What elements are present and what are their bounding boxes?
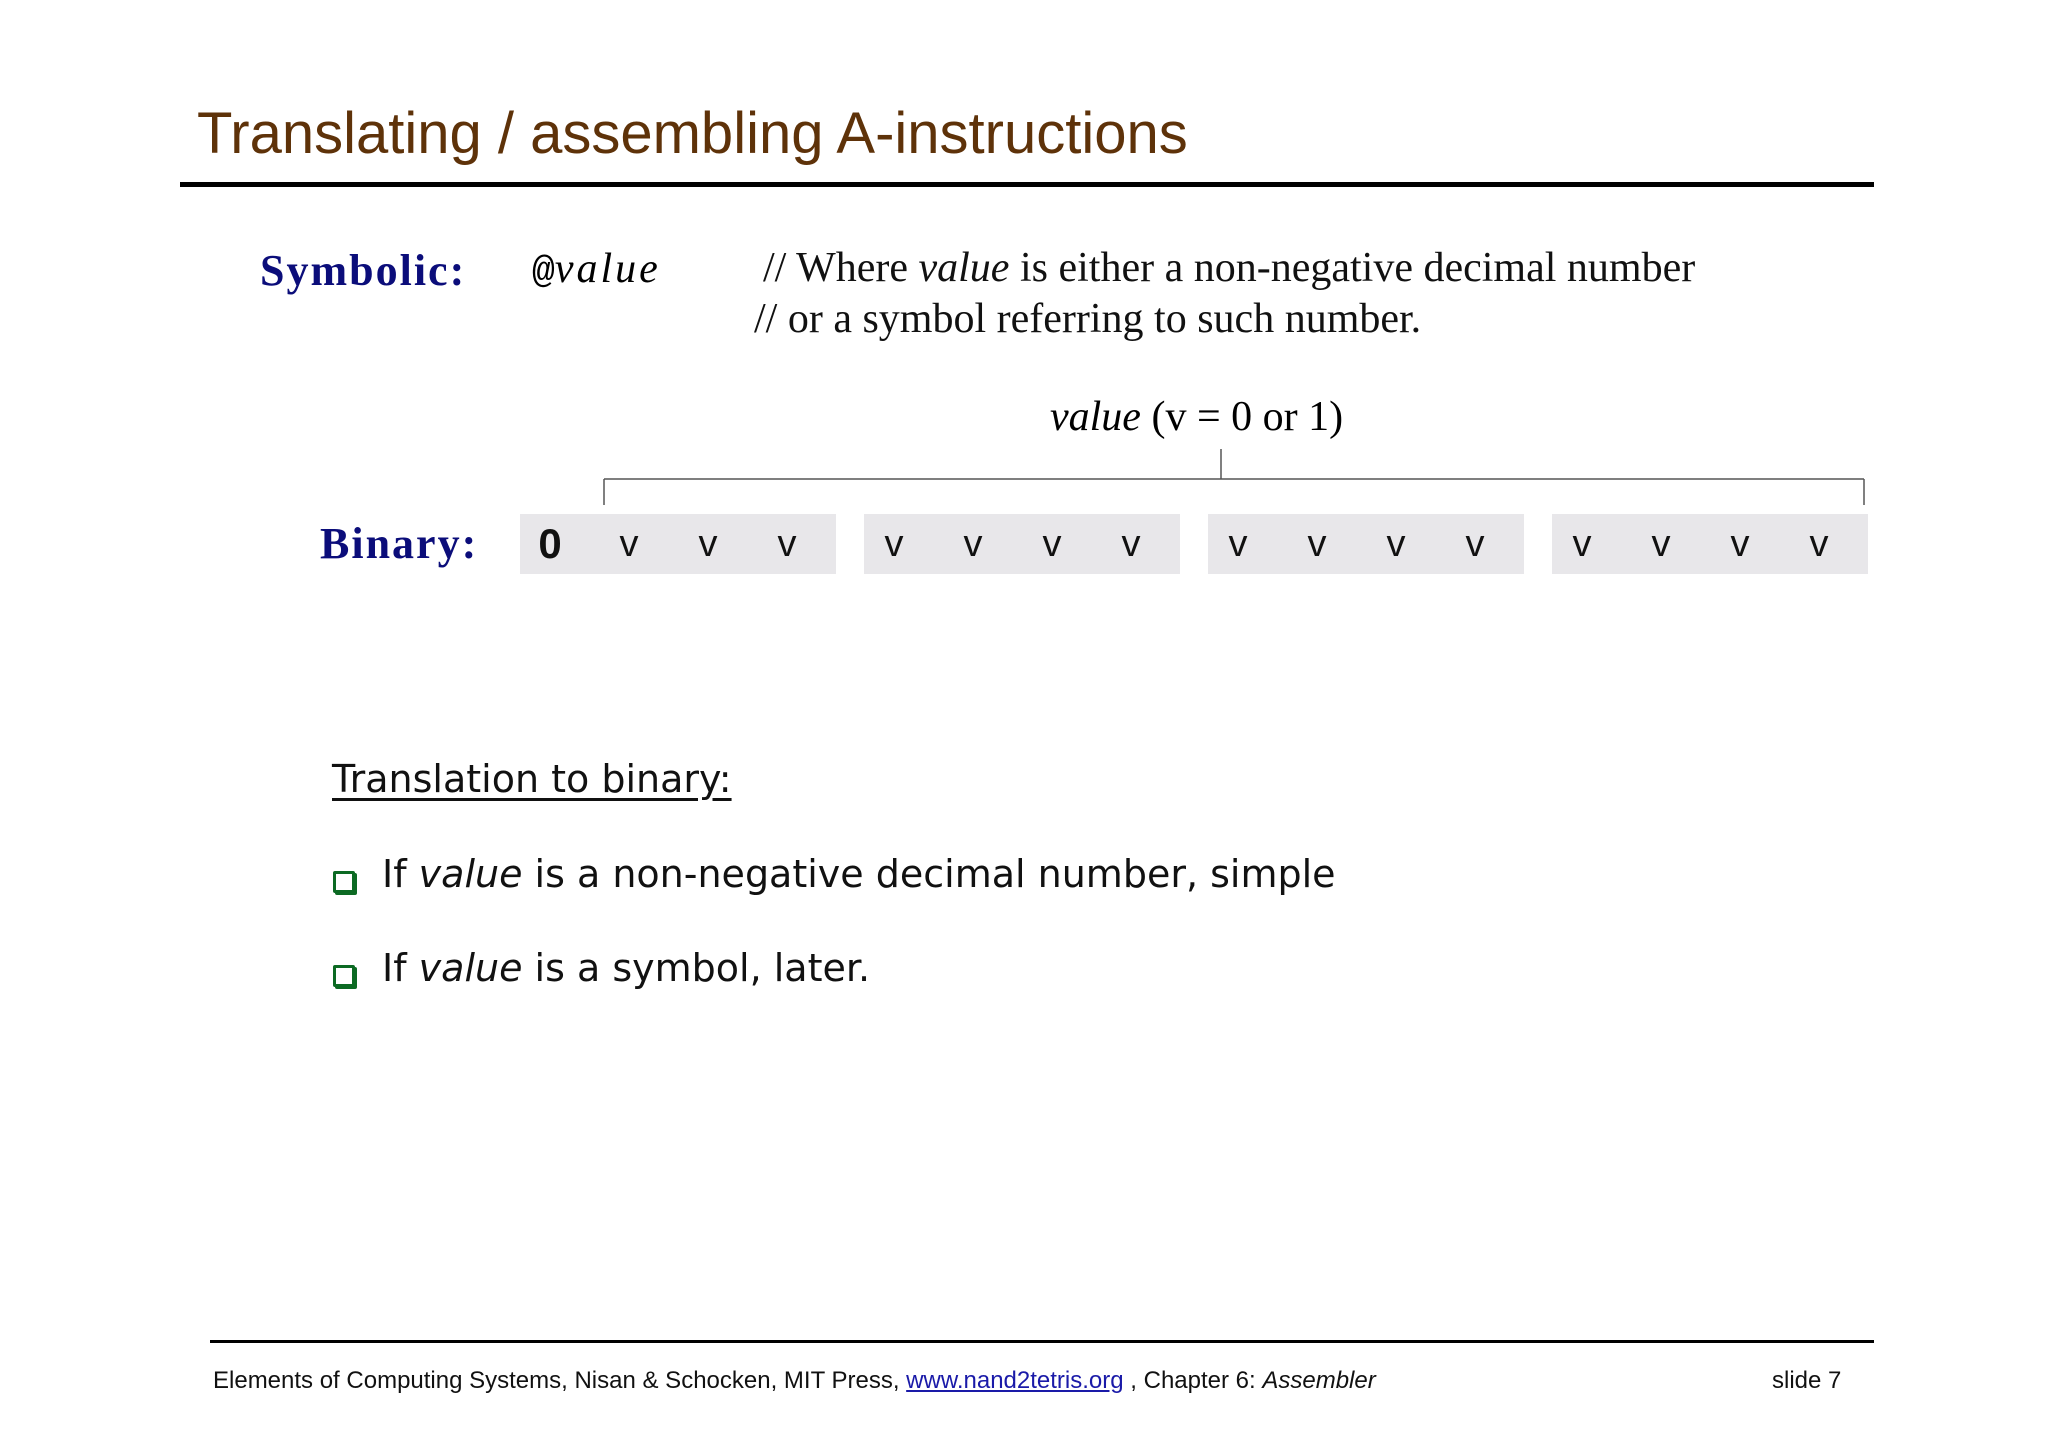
bullet-item [382, 852, 1336, 896]
slide-title: Translating / assembling A-instructions [197, 101, 1188, 166]
bit-group-3 [1208, 514, 1524, 574]
comment1-suffix: is either a non-negative decimal number [1009, 245, 1696, 291]
footer-prefix: Elements of Computing Systems, Nisan & Schocken, MIT Press, [213, 1367, 907, 1394]
bit-cell: v [884, 523, 904, 565]
bit-cell: v [1386, 523, 1406, 565]
bit-cell: v [1307, 523, 1327, 565]
bullet-pre: If [382, 852, 419, 896]
bit-cell: v [1121, 523, 1141, 565]
at-sign: @ [532, 251, 555, 294]
checkbox-bullet-icon [333, 965, 355, 987]
footer-chapter: Assembler [1262, 1367, 1376, 1394]
footer-divider [210, 1340, 1874, 1343]
title-divider [180, 182, 1874, 187]
bit-group-4 [1552, 514, 1868, 574]
bullet-post: is a symbol, later. [522, 946, 871, 990]
symbolic-value: value [554, 246, 661, 292]
bullet-item [382, 946, 870, 990]
slide-number: slide 7 [1772, 1367, 1842, 1394]
bit-cell: v [1651, 523, 1671, 565]
symbolic-comment-line-2: // or a symbol referring to such number. [754, 296, 1422, 342]
bit-cell: v [1228, 523, 1248, 565]
bit-cell: v [1730, 523, 1750, 565]
bullet-pre: If [382, 946, 419, 990]
bullet-italic: value [418, 852, 523, 896]
symbolic-instruction [532, 244, 661, 294]
value-range-label [1050, 393, 1343, 441]
bullet-italic: value [418, 946, 523, 990]
translation-heading: Translation to binary: [332, 757, 732, 801]
checkbox-bullet-icon [333, 871, 355, 893]
bit-cell: v [1042, 523, 1062, 565]
bit-group-1 [520, 514, 836, 574]
nand2tetris-link[interactable]: www.nand2tetris.org [906, 1367, 1124, 1394]
bit-cell: v [698, 523, 718, 565]
symbolic-comment-line-1 [763, 244, 1695, 292]
bit-cell: v [1572, 523, 1592, 565]
symbolic-label: Symbolic: [260, 246, 467, 295]
bit-cell: v [1465, 523, 1485, 565]
footer-citation [213, 1367, 1376, 1395]
bit-cell: v [963, 523, 983, 565]
value-range-italic: value [1050, 394, 1141, 440]
bit-cell: v [619, 523, 639, 565]
binary-label: Binary: [320, 519, 479, 568]
comment1-prefix: // Where [763, 245, 919, 291]
value-range-rest: (v = 0 or 1) [1140, 394, 1344, 440]
bullet-post: is a non-negative decimal number, simple [522, 852, 1336, 896]
value-bracket [600, 445, 1870, 507]
bit-cell: 0 [538, 520, 562, 567]
bit-cell: v [777, 523, 797, 565]
footer-middle: , Chapter 6: [1123, 1367, 1263, 1394]
comment1-italic: value [918, 245, 1010, 291]
bit-cell: v [1809, 523, 1829, 565]
bit-group-2 [864, 514, 1180, 574]
